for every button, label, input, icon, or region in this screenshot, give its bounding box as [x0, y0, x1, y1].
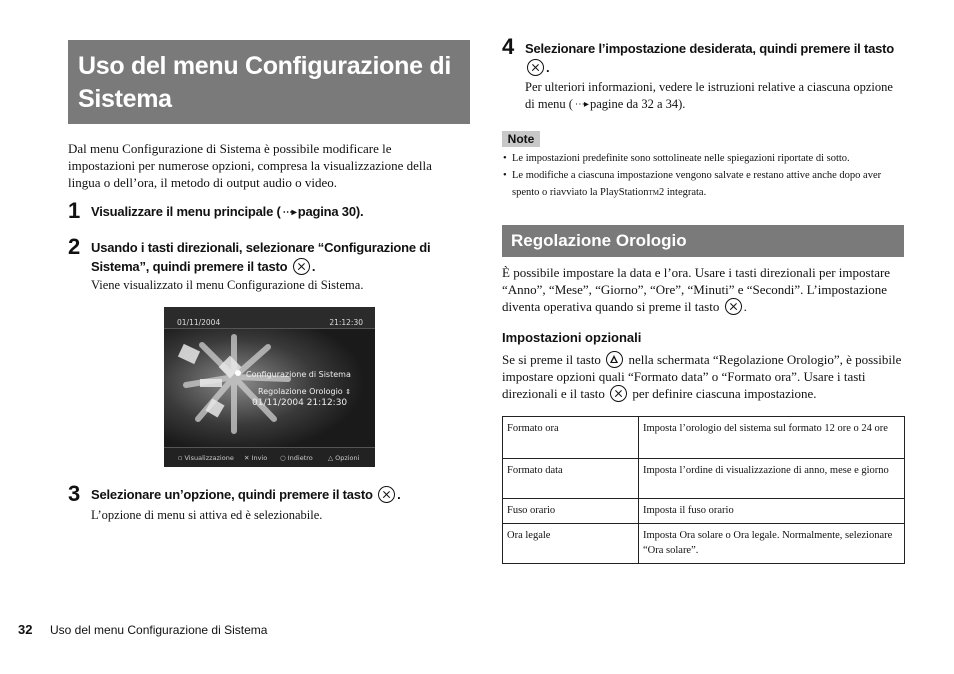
note-item: [503, 150, 904, 167]
step-4-body-a: Per ulteriori informazioni, vedere le istruzioni relative a ciascuna opzione di menu (: [525, 80, 893, 111]
table-cell-name: Formato data: [503, 459, 639, 499]
section-body: È possibile impostare la data e l’ora. Usare i tasti direzionali per impostare “Anno”, “Mese”, “Giorno”, “Ore”, “Minuti” e “Secondi”. L’impostazione diventa operativa quando si preme il tasto .: [502, 265, 891, 314]
step-3-heading-text: Selezionare un’opzione, quindi premere il tasto: [91, 487, 373, 502]
cross-button-icon: [293, 258, 310, 275]
step-4-body: [525, 79, 897, 113]
circle-button-icon: ○: [280, 454, 286, 462]
screenshot-time: 21:12:30: [329, 318, 363, 327]
table-cell-name: Formato ora: [503, 417, 639, 459]
table-cell-desc: Imposta il fuso orario: [639, 499, 905, 524]
table-cell-desc: Imposta l’ordine di visualizzazione di anno, mese e giorno: [639, 459, 905, 499]
table-row: [503, 499, 905, 524]
optional-settings-heading: Impostazioni opzionali: [502, 330, 642, 345]
footer-title: Uso del menu Configurazione di Sistema: [50, 623, 268, 637]
screenshot-hint-invio: [244, 454, 267, 462]
page-title: Uso del menu Configurazione di Sistema: [68, 40, 470, 124]
step-4-heading-text: Selezionare l’impostazione desiderata, quindi premere il tasto: [525, 41, 895, 56]
trademark-mark: TM: [648, 189, 659, 197]
step-4-heading: Selezionare l’impostazione desiderata, quindi premere il tasto .: [525, 41, 895, 75]
hint-label: Visualizzazione: [184, 454, 234, 462]
screenshot-hint-visualizzazione: [178, 454, 234, 462]
bullet-icon: •: [503, 153, 507, 164]
optional-text-a: Se si preme il tasto: [502, 352, 601, 367]
screenshot-bottom-bar: [164, 447, 375, 467]
step-4-number: 4: [502, 34, 515, 59]
optional-text-b: nella schermata “Regolazione Orologio”, è possibile impostare opzioni quali “Formato data” o “Formato ora”. Usare i tasti direzionali e il tasto: [502, 352, 902, 401]
system-config-screenshot: [164, 307, 375, 467]
table-row: [503, 524, 905, 564]
optional-settings-body: [502, 351, 906, 402]
triangle-button-icon: △: [328, 454, 333, 462]
page-ref-arrow-icon: ⋯▸: [574, 99, 588, 110]
screenshot-date: 01/11/2004: [177, 318, 221, 327]
table-row: [503, 459, 905, 499]
hint-label: Indietro: [287, 454, 313, 462]
cross-button-icon: [725, 298, 742, 315]
page-ref-arrow-icon: ⋯▸: [282, 207, 296, 218]
cross-button-icon: ✕: [244, 454, 250, 462]
note-item: [503, 167, 904, 202]
section-title: Regolazione Orologio: [502, 225, 904, 257]
step-1-number: 1: [68, 198, 81, 223]
updown-arrow-icon: ⇕: [345, 388, 352, 396]
bullet-icon: •: [503, 170, 507, 181]
step-2-body: Viene visualizzato il menu Configurazione di Sistema.: [91, 278, 364, 292]
step-2-heading-text: Usando i tasti direzionali, selezionare “Configurazione di Sistema”, quindi premere il tasto: [91, 240, 431, 274]
step-1-heading: [91, 202, 363, 222]
table-cell-name: Fuso orario: [503, 499, 639, 524]
intro-paragraph: Dal menu Configurazione di Sistema è possibile modificare le impostazioni per numerose opzioni, compresa la visualizzazione della lingua o dell’ora, il metodo di output audio o video.: [68, 141, 432, 190]
screenshot-menu-title: Configurazione di Sistema: [246, 370, 351, 379]
step-4-body-b: pagine da 32 a 34).: [589, 97, 686, 111]
note-text-tail: 2 integrata.: [658, 187, 707, 198]
note-text: Le modifiche a ciascuna impostazione vengono salvate e restano attive anche dopo aver spento o riavviato la PlayStation: [512, 170, 882, 198]
step-2-heading: Usando i tasti direzionali, selezionare “Configurazione di Sistema”, quindi premere il tasto .: [91, 240, 431, 274]
table-row: [503, 417, 905, 459]
cross-button-icon: [527, 59, 544, 76]
cross-button-icon: [610, 385, 627, 402]
step-3-heading: Selezionare un’opzione, quindi premere il tasto .: [91, 487, 401, 502]
screenshot-top-bar: [164, 307, 375, 329]
screenshot-hint-opzioni: [328, 454, 359, 462]
table-cell-desc: Imposta Ora solare o Ora legale. Normalmente, selezionare “Ora solare”.: [639, 524, 905, 564]
screenshot-menu-item-label: Regolazione Orologio: [258, 387, 343, 396]
section-body-text: È possibile impostare la data e l’ora. Usare i tasti direzionali per impostare “Anno”, “Mese”, “Giorno”, “Ore”, “Minuti” e “Secondi”. L’impostazione diventa operativa quando si preme il tasto: [502, 265, 891, 314]
step-1-heading-b: pagina 30).: [297, 204, 364, 219]
screenshot-menu-value: 01/11/2004 21:12:30: [252, 398, 348, 408]
table-cell-name: Ora legale: [503, 524, 639, 564]
options-table: [502, 416, 905, 564]
cross-button-icon: [378, 486, 395, 503]
step-3-number: 3: [68, 481, 81, 506]
note-label: Note: [502, 131, 540, 147]
step-1-heading-a: Visualizzare il menu principale (: [91, 204, 281, 219]
table-cell-desc: Imposta l’orologio del sistema sul formato 12 ore o 24 ore: [639, 417, 905, 459]
triangle-button-icon: [606, 351, 623, 368]
hint-label: Opzioni: [335, 454, 360, 462]
step-3-body: L’opzione di menu si attiva ed è selezionabile.: [91, 508, 323, 522]
step-2-number: 2: [68, 234, 81, 259]
square-button-icon: ▫: [178, 454, 183, 462]
note-text: Le impostazioni predefinite sono sottolineate nelle spiegazioni riportate di sotto.: [512, 153, 850, 164]
screenshot-hint-indietro: [280, 454, 313, 462]
hint-label: Invio: [251, 454, 268, 462]
optional-text-c: per definire ciascuna impostazione.: [632, 386, 817, 401]
page-number: 32: [18, 622, 33, 637]
screenshot-menu-item: [258, 387, 351, 396]
